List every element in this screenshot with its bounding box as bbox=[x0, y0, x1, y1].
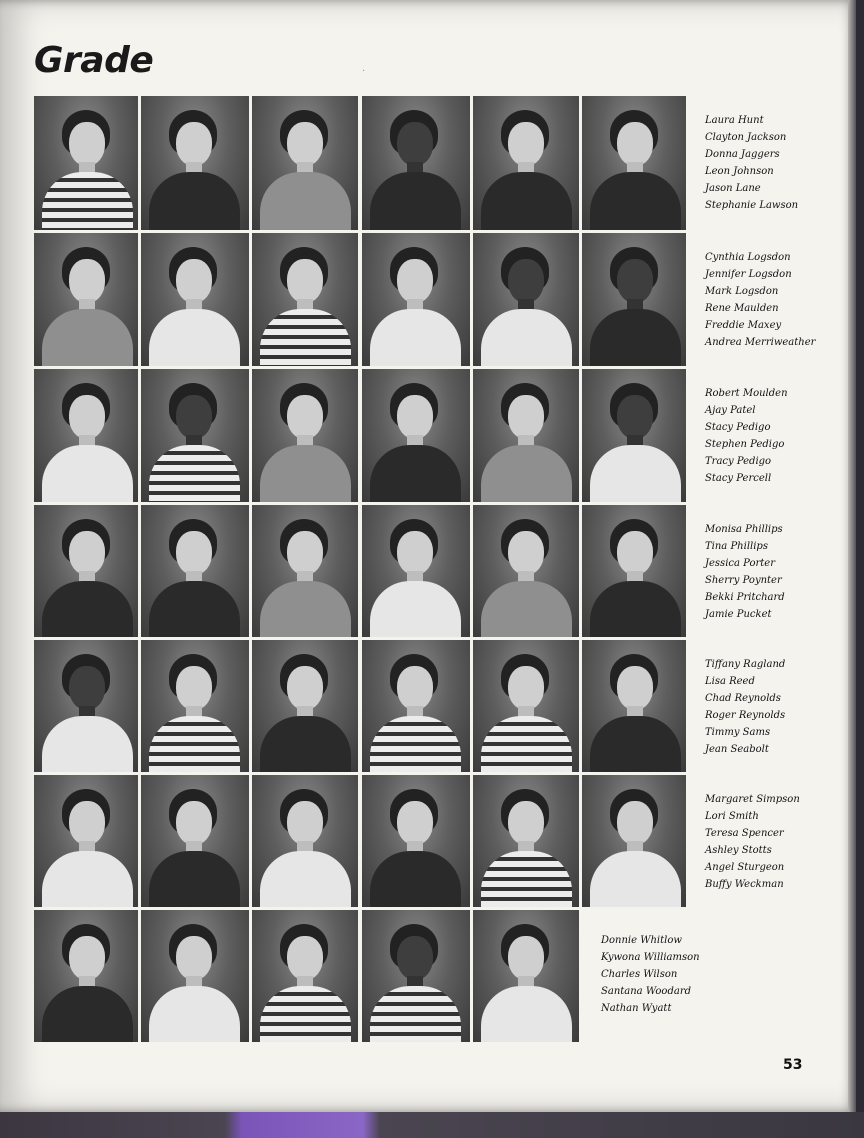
student-portrait bbox=[252, 775, 358, 907]
student-portrait bbox=[141, 233, 249, 366]
student-portrait bbox=[582, 369, 686, 502]
student-name: Jennifer Logsdon bbox=[705, 269, 792, 280]
student-portrait bbox=[141, 775, 249, 907]
face-shape bbox=[397, 666, 433, 710]
student-name: Roger Reynolds bbox=[705, 710, 786, 721]
student-name: Tiffany Ragland bbox=[705, 659, 786, 670]
student-name: Bekki Pritchard bbox=[705, 592, 785, 603]
shirt-shape bbox=[590, 581, 681, 637]
face-shape bbox=[617, 122, 653, 166]
shirt-shape bbox=[481, 851, 572, 907]
face-shape bbox=[508, 259, 544, 303]
student-name: Nathan Wyatt bbox=[601, 1003, 672, 1014]
book-edge-strip bbox=[0, 1112, 864, 1138]
shirt-shape bbox=[149, 986, 240, 1042]
student-name: Stacy Percell bbox=[705, 473, 772, 484]
face-shape bbox=[69, 395, 105, 439]
student-name: Lori Smith bbox=[705, 811, 759, 822]
face-shape bbox=[287, 936, 323, 980]
face-shape bbox=[287, 801, 323, 845]
student-portrait bbox=[473, 505, 579, 637]
shirt-shape bbox=[42, 172, 133, 230]
shirt-shape bbox=[481, 716, 572, 772]
student-name: Lisa Reed bbox=[705, 676, 755, 687]
shirt-shape bbox=[42, 581, 133, 637]
shirt-shape bbox=[590, 851, 681, 907]
student-name: Robert Moulden bbox=[705, 388, 788, 399]
name-list bbox=[705, 385, 788, 487]
student-portrait bbox=[582, 775, 686, 907]
student-name: Rene Maulden bbox=[705, 303, 779, 314]
student-portrait bbox=[141, 910, 249, 1042]
shirt-shape bbox=[42, 851, 133, 907]
shirt-shape bbox=[370, 309, 461, 366]
shirt-shape bbox=[370, 716, 461, 772]
student-portrait bbox=[582, 96, 686, 230]
shirt-shape bbox=[260, 172, 351, 230]
name-list bbox=[705, 791, 800, 893]
page-title: Grade bbox=[34, 40, 154, 81]
shirt-shape bbox=[260, 581, 351, 637]
student-portrait bbox=[34, 775, 138, 907]
student-portrait bbox=[362, 233, 470, 366]
face-shape bbox=[176, 531, 212, 575]
face-shape bbox=[69, 122, 105, 166]
face-shape bbox=[397, 395, 433, 439]
face-shape bbox=[287, 122, 323, 166]
shirt-shape bbox=[370, 851, 461, 907]
student-name: Monisa Phillips bbox=[705, 524, 783, 535]
shirt-shape bbox=[42, 716, 133, 772]
student-portrait bbox=[582, 505, 686, 637]
shirt-shape bbox=[590, 716, 681, 772]
page-edge bbox=[848, 0, 856, 1112]
name-list bbox=[705, 249, 815, 351]
student-portrait bbox=[141, 96, 249, 230]
student-portrait bbox=[252, 233, 358, 366]
face-shape bbox=[176, 395, 212, 439]
student-portrait bbox=[252, 96, 358, 230]
face-shape bbox=[508, 936, 544, 980]
shirt-shape bbox=[370, 445, 461, 502]
face-shape bbox=[176, 936, 212, 980]
student-name: Jason Lane bbox=[705, 183, 761, 194]
face-shape bbox=[69, 936, 105, 980]
face-shape bbox=[69, 666, 105, 710]
name-list bbox=[601, 932, 700, 1017]
student-portrait bbox=[582, 640, 686, 772]
student-portrait bbox=[362, 96, 470, 230]
face-shape bbox=[176, 666, 212, 710]
shirt-shape bbox=[590, 445, 681, 502]
student-portrait bbox=[362, 505, 470, 637]
student-name: Clayton Jackson bbox=[705, 132, 787, 143]
student-portrait bbox=[141, 505, 249, 637]
face-shape bbox=[617, 666, 653, 710]
shirt-shape bbox=[260, 851, 351, 907]
student-portrait bbox=[362, 640, 470, 772]
student-name: Jessica Porter bbox=[705, 558, 775, 569]
shirt-shape bbox=[590, 309, 681, 366]
student-name: Charles Wilson bbox=[601, 969, 678, 980]
student-portrait bbox=[141, 369, 249, 502]
student-name: Stephanie Lawson bbox=[705, 200, 799, 211]
shirt-shape bbox=[370, 172, 461, 230]
face-shape bbox=[617, 531, 653, 575]
student-portrait bbox=[252, 505, 358, 637]
student-name: Stephen Pedigo bbox=[705, 439, 785, 450]
name-list bbox=[705, 656, 785, 758]
face-shape bbox=[287, 395, 323, 439]
student-portrait bbox=[473, 96, 579, 230]
face-shape bbox=[397, 801, 433, 845]
face-shape bbox=[397, 259, 433, 303]
student-name: Jean Seabolt bbox=[705, 744, 769, 755]
student-name: Buffy Weckman bbox=[705, 879, 784, 890]
student-name: Ashley Stotts bbox=[705, 845, 772, 856]
face-shape bbox=[69, 801, 105, 845]
shirt-shape bbox=[481, 581, 572, 637]
student-portrait bbox=[34, 505, 138, 637]
shirt-shape bbox=[149, 309, 240, 366]
student-name: Leon Johnson bbox=[705, 166, 774, 177]
student-name: Tracy Pedigo bbox=[705, 456, 772, 467]
student-portrait bbox=[252, 640, 358, 772]
page-number: 53 bbox=[783, 1057, 803, 1073]
student-name: Teresa Spencer bbox=[705, 828, 784, 839]
face-shape bbox=[287, 259, 323, 303]
shirt-shape bbox=[260, 986, 351, 1042]
student-portrait bbox=[34, 233, 138, 366]
student-portrait bbox=[473, 775, 579, 907]
student-portrait bbox=[473, 233, 579, 366]
student-name: Timmy Sams bbox=[705, 727, 771, 738]
student-portrait bbox=[34, 369, 138, 502]
student-name: Freddie Maxey bbox=[705, 320, 782, 331]
student-portrait bbox=[582, 233, 686, 366]
face-shape bbox=[508, 122, 544, 166]
student-portrait bbox=[252, 369, 358, 502]
face-shape bbox=[176, 122, 212, 166]
page-blemish: · bbox=[362, 66, 366, 77]
face-shape bbox=[397, 531, 433, 575]
shirt-shape bbox=[42, 309, 133, 366]
student-portrait bbox=[473, 369, 579, 502]
name-list bbox=[705, 112, 798, 214]
student-name: Laura Hunt bbox=[705, 115, 764, 126]
face-shape bbox=[397, 936, 433, 980]
face-shape bbox=[397, 122, 433, 166]
student-portrait bbox=[252, 910, 358, 1042]
student-portrait bbox=[34, 96, 138, 230]
face-shape bbox=[508, 395, 544, 439]
shirt-shape bbox=[149, 851, 240, 907]
face-shape bbox=[508, 666, 544, 710]
face-shape bbox=[69, 259, 105, 303]
student-portrait bbox=[362, 775, 470, 907]
face-shape bbox=[69, 531, 105, 575]
student-name: Donna Jaggers bbox=[705, 149, 780, 160]
shirt-shape bbox=[370, 581, 461, 637]
student-portrait bbox=[473, 640, 579, 772]
name-list bbox=[705, 521, 785, 623]
student-name: Chad Reynolds bbox=[705, 693, 781, 704]
shirt-shape bbox=[260, 445, 351, 502]
shirt-shape bbox=[481, 172, 572, 230]
face-shape bbox=[508, 531, 544, 575]
student-name: Andrea Merriweather bbox=[705, 337, 816, 348]
shirt-shape bbox=[260, 309, 351, 366]
student-portrait bbox=[141, 640, 249, 772]
shirt-shape bbox=[260, 716, 351, 772]
student-portrait bbox=[34, 910, 138, 1042]
face-shape bbox=[617, 259, 653, 303]
face-shape bbox=[508, 801, 544, 845]
shirt-shape bbox=[481, 309, 572, 366]
shirt-shape bbox=[149, 581, 240, 637]
face-shape bbox=[176, 801, 212, 845]
student-name: Ajay Patel bbox=[705, 405, 756, 416]
shirt-shape bbox=[590, 172, 681, 230]
face-shape bbox=[287, 531, 323, 575]
shirt-shape bbox=[149, 716, 240, 772]
student-name: Donnie Whitlow bbox=[601, 935, 682, 946]
shirt-shape bbox=[42, 986, 133, 1042]
student-name: Stacy Pedigo bbox=[705, 422, 771, 433]
student-portrait bbox=[473, 910, 579, 1042]
student-portrait bbox=[362, 369, 470, 502]
face-shape bbox=[176, 259, 212, 303]
face-shape bbox=[617, 801, 653, 845]
shirt-shape bbox=[370, 986, 461, 1042]
student-name: Kywona Williamson bbox=[601, 952, 700, 963]
student-portrait bbox=[362, 910, 470, 1042]
shirt-shape bbox=[149, 172, 240, 230]
student-name: Tina Phillips bbox=[705, 541, 768, 552]
student-name: Mark Logsdon bbox=[705, 286, 779, 297]
face-shape bbox=[617, 395, 653, 439]
shirt-shape bbox=[149, 445, 240, 502]
student-portrait bbox=[34, 640, 138, 772]
student-name: Margaret Simpson bbox=[705, 794, 800, 805]
shirt-shape bbox=[42, 445, 133, 502]
student-name: Jamie Pucket bbox=[705, 609, 772, 620]
student-name: Santana Woodard bbox=[601, 986, 691, 997]
face-shape bbox=[287, 666, 323, 710]
student-name: Sherry Poynter bbox=[705, 575, 782, 586]
student-name: Cynthia Logsdon bbox=[705, 252, 791, 263]
student-name: Angel Sturgeon bbox=[705, 862, 785, 873]
shirt-shape bbox=[481, 445, 572, 502]
shirt-shape bbox=[481, 986, 572, 1042]
